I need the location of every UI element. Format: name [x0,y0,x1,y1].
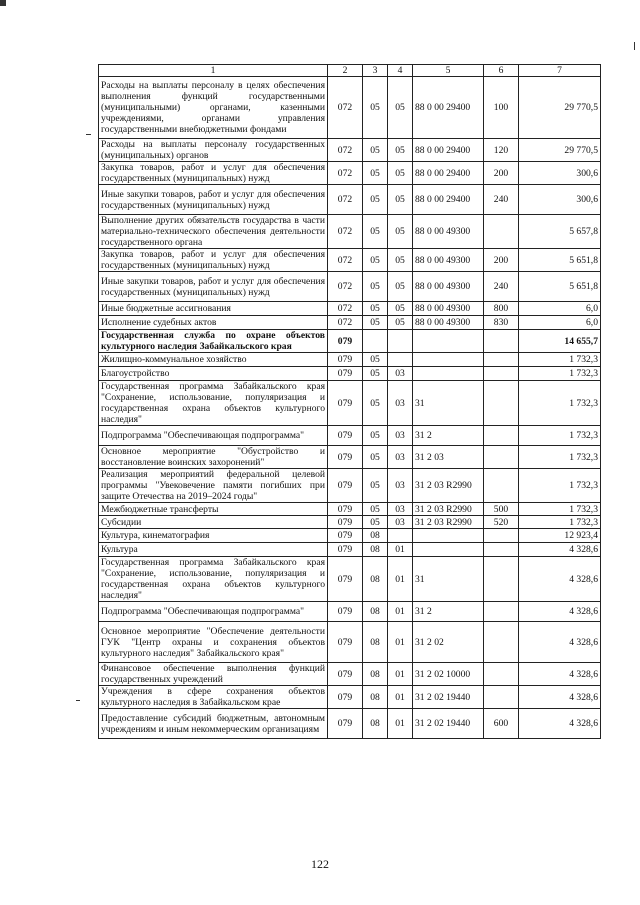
item-name: Реализация мероприятий федеральной целевой программы "Увековечение памяти погибших при защите Отечества на 2019–2024 годы" [99,469,328,503]
item-name: Благоустройство [99,367,328,381]
section-code: 08 [363,709,388,739]
amount: 14 655,7 [519,330,601,353]
amount: 6,0 [519,316,601,330]
expense-type-code [484,426,519,446]
section-code: 05 [363,139,388,162]
table-row [99,557,601,602]
amount: 29 770,5 [519,139,601,162]
ministry-code: 079 [328,557,363,602]
section-code: 05 [363,316,388,330]
ministry-code: 079 [328,367,363,381]
subsection-code: 05 [388,215,413,249]
target-article-code [413,330,484,353]
table-row [99,381,601,426]
amount: 300,6 [519,162,601,185]
amount: 29 770,5 [519,77,601,139]
table-row [99,316,601,330]
ministry-code: 079 [328,622,363,663]
section-code: 08 [363,663,388,686]
section-code: 05 [363,381,388,426]
section-code: 05 [363,503,388,516]
section-code: 05 [363,469,388,503]
amount: 300,6 [519,185,601,215]
subsection-code: 05 [388,77,413,139]
subsection-code: 03 [388,469,413,503]
table-row [99,503,601,516]
amount: 1 732,3 [519,367,601,381]
target-article-code: 88 0 00 49300 [413,272,484,302]
amount: 1 732,3 [519,516,601,529]
section-code: 05 [363,426,388,446]
target-article-code [413,543,484,557]
ministry-code: 072 [328,302,363,316]
expense-type-code [484,602,519,622]
item-name: Основное мероприятие "Обеспечение деятельности ГУК "Центр охраны и сохранения объектов культурного наследия" Забайкальского края" [99,622,328,663]
target-article-code: 31 2 03 R2990 [413,469,484,503]
ministry-code: 079 [328,503,363,516]
target-article-code: 31 2 02 19440 [413,709,484,739]
target-article-code: 31 [413,381,484,426]
item-name: Подпрограмма "Обеспечивающая подпрограмма" [99,426,328,446]
item-name: Культура, кинематография [99,529,328,543]
subsection-code: 05 [388,316,413,330]
item-name: Закупка товаров, работ и услуг для обеспечения государственных (муниципальных) нужд [99,249,328,272]
amount: 1 732,3 [519,381,601,426]
expense-type-code: 120 [484,139,519,162]
table-row [99,302,601,316]
amount: 5 651,8 [519,272,601,302]
ministry-code: 072 [328,162,363,185]
target-article-code: 31 2 [413,426,484,446]
section-code: 08 [363,529,388,543]
column-header-6: 6 [484,65,519,77]
expense-type-code [484,557,519,602]
item-name: Основное мероприятие "Обустройство и восстановление воинских захоронений" [99,446,328,469]
target-article-code: 31 2 03 [413,446,484,469]
item-name: Предоставление субсидий бюджетным, автономным учреждениям и иным некоммерческим организациям [99,709,328,739]
page-number: 122 [311,857,329,871]
table-row [99,367,601,381]
table-row [99,602,601,622]
table-row [99,663,601,686]
header-row [99,65,601,77]
ministry-code: 079 [328,686,363,709]
subsection-code: 03 [388,367,413,381]
budget-table [98,64,601,739]
ministry-code: 079 [328,330,363,353]
ministry-code: 079 [328,663,363,686]
expense-type-code [484,353,519,367]
target-article-code: 88 0 00 49300 [413,316,484,330]
item-name: Иные закупки товаров, работ и услуг для обеспечения государственных (муниципальных) нужд [99,272,328,302]
table-row [99,529,601,543]
section-code: 05 [363,249,388,272]
item-name: Жилищно-коммунальное хозяйство [99,353,328,367]
subsection-code: 03 [388,503,413,516]
amount: 6,0 [519,302,601,316]
ministry-code: 079 [328,709,363,739]
expense-type-code [484,543,519,557]
column-header-7: 7 [519,65,601,77]
table-row [99,139,601,162]
table-row [99,622,601,663]
table-row [99,709,601,739]
ministry-code: 079 [328,516,363,529]
target-article-code [413,353,484,367]
amount: 12 923,4 [519,529,601,543]
column-header-1: 1 [99,65,328,77]
target-article-code: 31 2 02 19440 [413,686,484,709]
expense-type-code [484,446,519,469]
expense-type-code: 600 [484,709,519,739]
item-name: Государственная программа Забайкальского края "Сохранение, использование, популяризация и государственная охрана объектов культурного наследия" [99,557,328,602]
section-code: 05 [363,302,388,316]
expense-type-code: 500 [484,503,519,516]
item-name: Культура [99,543,328,557]
ministry-code: 079 [328,529,363,543]
expense-type-code [484,330,519,353]
ministry-code: 072 [328,272,363,302]
subsection-code [388,330,413,353]
table-row [99,330,601,353]
section-code: 08 [363,543,388,557]
subsection-code: 01 [388,543,413,557]
subsection-code: 01 [388,686,413,709]
expense-type-code: 830 [484,316,519,330]
scan-mark [76,700,80,701]
item-name: Выполнение других обязательств государства в части материально-технического обеспечения деятельности государственного органа [99,215,328,249]
ministry-code: 079 [328,426,363,446]
amount: 4 328,6 [519,602,601,622]
target-article-code: 31 2 03 R2990 [413,516,484,529]
table-row [99,543,601,557]
subsection-code: 03 [388,516,413,529]
target-article-code [413,529,484,543]
expense-type-code [484,686,519,709]
expense-type-code [484,469,519,503]
target-article-code: 31 2 02 [413,622,484,663]
table-row [99,686,601,709]
item-name: Государственная служба по охране объектов культурного наследия Забайкальского края [99,330,328,353]
amount: 4 328,6 [519,709,601,739]
section-code: 05 [363,162,388,185]
amount: 1 732,3 [519,353,601,367]
ministry-code: 079 [328,381,363,426]
expense-type-code: 200 [484,249,519,272]
subsection-code: 01 [388,709,413,739]
expense-type-code: 800 [484,302,519,316]
section-code: 05 [363,446,388,469]
subsection-code: 01 [388,602,413,622]
target-article-code: 88 0 00 49300 [413,215,484,249]
ministry-code: 072 [328,316,363,330]
table-row [99,516,601,529]
target-article-code: 31 [413,557,484,602]
target-article-code: 31 2 03 R2990 [413,503,484,516]
target-article-code: 88 0 00 49300 [413,302,484,316]
subsection-code: 05 [388,302,413,316]
section-code: 08 [363,686,388,709]
amount: 1 732,3 [519,503,601,516]
amount: 4 328,6 [519,557,601,602]
target-article-code: 31 2 02 10000 [413,663,484,686]
column-header-2: 2 [328,65,363,77]
target-article-code: 31 2 [413,602,484,622]
section-code: 05 [363,215,388,249]
table-row [99,446,601,469]
item-name: Государственная программа Забайкальского края "Сохранение, использование, популяризация и государственная охрана объектов культурного наследия" [99,381,328,426]
table-row [99,162,601,185]
item-name: Исполнение судебных актов [99,316,328,330]
subsection-code: 03 [388,446,413,469]
ministry-code: 079 [328,602,363,622]
ministry-code: 072 [328,77,363,139]
item-name: Подпрограмма "Обеспечивающая подпрограмма" [99,602,328,622]
subsection-code: 05 [388,272,413,302]
subsection-code: 01 [388,622,413,663]
item-name: Закупка товаров, работ и услуг для обеспечения государственных (муниципальных) нужд [99,162,328,185]
target-article-code: 88 0 00 29400 [413,162,484,185]
expense-type-code [484,529,519,543]
section-code [363,330,388,353]
section-code: 08 [363,622,388,663]
ministry-code: 079 [328,469,363,503]
item-name: Учреждения в сфере сохранения объектов культурного наследия в Забайкальском крае [99,686,328,709]
amount: 4 328,6 [519,663,601,686]
amount: 1 732,3 [519,426,601,446]
table-row [99,215,601,249]
ministry-code: 072 [328,215,363,249]
item-name: Субсидии [99,516,328,529]
expense-type-code [484,663,519,686]
ministry-code: 079 [328,353,363,367]
table-row [99,272,601,302]
subsection-code [388,529,413,543]
ministry-code: 079 [328,446,363,469]
expense-type-code: 240 [484,185,519,215]
expense-type-code: 100 [484,77,519,139]
table-row [99,353,601,367]
target-article-code [413,367,484,381]
item-name: Иные закупки товаров, работ и услуг для обеспечения государственных (муниципальных) нужд [99,185,328,215]
scan-mark [86,134,91,135]
amount: 1 732,3 [519,446,601,469]
expense-type-code [484,367,519,381]
table-row [99,426,601,446]
section-code: 05 [363,516,388,529]
section-code: 05 [363,367,388,381]
item-name: Иные бюджетные ассигнования [99,302,328,316]
amount: 1 732,3 [519,469,601,503]
expense-type-code: 240 [484,272,519,302]
scan-mark [634,42,635,50]
scan-mark [0,0,6,6]
section-code: 05 [363,272,388,302]
subsection-code: 05 [388,162,413,185]
subsection-code: 05 [388,185,413,215]
subsection-code: 01 [388,557,413,602]
subsection-code: 05 [388,249,413,272]
expense-type-code [484,215,519,249]
expense-type-code: 200 [484,162,519,185]
target-article-code: 88 0 00 49300 [413,249,484,272]
ministry-code: 072 [328,139,363,162]
subsection-code: 03 [388,381,413,426]
amount: 4 328,6 [519,622,601,663]
target-article-code: 88 0 00 29400 [413,77,484,139]
target-article-code: 88 0 00 29400 [413,139,484,162]
amount: 5 651,8 [519,249,601,272]
section-code: 05 [363,185,388,215]
column-header-4: 4 [388,65,413,77]
amount: 5 657,8 [519,215,601,249]
amount: 4 328,6 [519,543,601,557]
item-name: Финансовое обеспечение выполнения функций государственных учреждений [99,663,328,686]
subsection-code: 03 [388,426,413,446]
table-row [99,77,601,139]
target-article-code: 88 0 00 29400 [413,185,484,215]
column-header-3: 3 [363,65,388,77]
expense-type-code: 520 [484,516,519,529]
table-row [99,185,601,215]
item-name: Расходы на выплаты персоналу государственных (муниципальных) органов [99,139,328,162]
amount: 4 328,6 [519,686,601,709]
item-name: Расходы на выплаты персоналу в целях обеспечения выполнения функций государственными (муниципальными) органами, казенными учреждениями, органами управления государственными внебюджетными фондами [99,77,328,139]
ministry-code: 072 [328,249,363,272]
column-header-5: 5 [413,65,484,77]
expense-type-code [484,381,519,426]
subsection-code: 05 [388,139,413,162]
subsection-code [388,353,413,367]
ministry-code: 079 [328,543,363,557]
ministry-code: 072 [328,185,363,215]
table-row [99,469,601,503]
section-code: 08 [363,557,388,602]
table-row [99,249,601,272]
section-code: 05 [363,353,388,367]
section-code: 08 [363,602,388,622]
subsection-code: 01 [388,663,413,686]
item-name: Межбюджетные трансферты [99,503,328,516]
section-code: 05 [363,77,388,139]
expense-type-code [484,622,519,663]
